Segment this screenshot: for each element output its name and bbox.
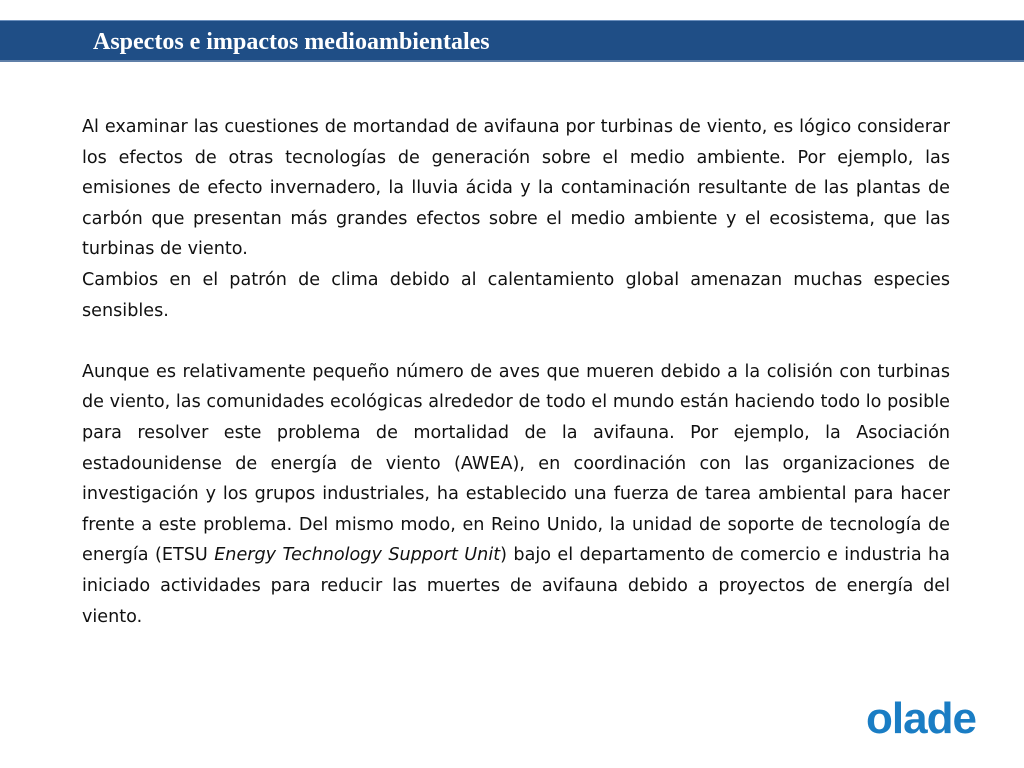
olade-logo: olade xyxy=(866,694,976,743)
paragraph-2: Cambios en el patrón de clima debido al calentamiento global amenazan muchas especies sensibles. xyxy=(82,269,950,321)
paragraph-1: Al examinar las cuestiones de mortandad de avifauna por turbinas de viento, es lógico considerar los efectos de otras tecnologías de generación sobre el medio ambiente. Por ejemplo, las emisiones de efecto invernadero, la lluvia ácida y la contaminación resultante de las plantas de carbón que presentan más grandes efectos sobre el medio ambiente y el ecosistema, que las turbinas de viento. xyxy=(82,117,950,260)
paragraph-3-italic-term: Energy Technology Support Unit xyxy=(214,545,501,566)
paragraph-3 xyxy=(82,357,950,632)
paragraph-3-text-end: ) bajo el departamento de comercio e industria ha iniciado actividades para reducir las muertes de avifauna debido a proyectos de energía del viento. xyxy=(82,545,950,627)
paragraph-spacer xyxy=(82,326,950,357)
title-bar xyxy=(0,20,1024,62)
paragraph-3-text-start: Aunque es relativamente pequeño número de aves que mueren debido a la colisión con turbinas de viento, las comunidades ecológicas alrededor de todo el mundo están haciendo todo lo posible para resolver este problema de mortalidad de la avifauna. Por ejemplo, la Asociación estadounidense de energía de viento (AWEA), en coordinación con las organizaciones de investigación y los grupos industriales, ha establecido una fuerza de tarea ambiental para hacer frente a este problema. Del mismo modo, en Reino Unido, la unidad de soporte de tecnología de energía (ETSU xyxy=(82,361,950,566)
slide-body xyxy=(82,112,950,632)
slide-title: Aspectos e impactos medioambientales xyxy=(93,29,490,55)
